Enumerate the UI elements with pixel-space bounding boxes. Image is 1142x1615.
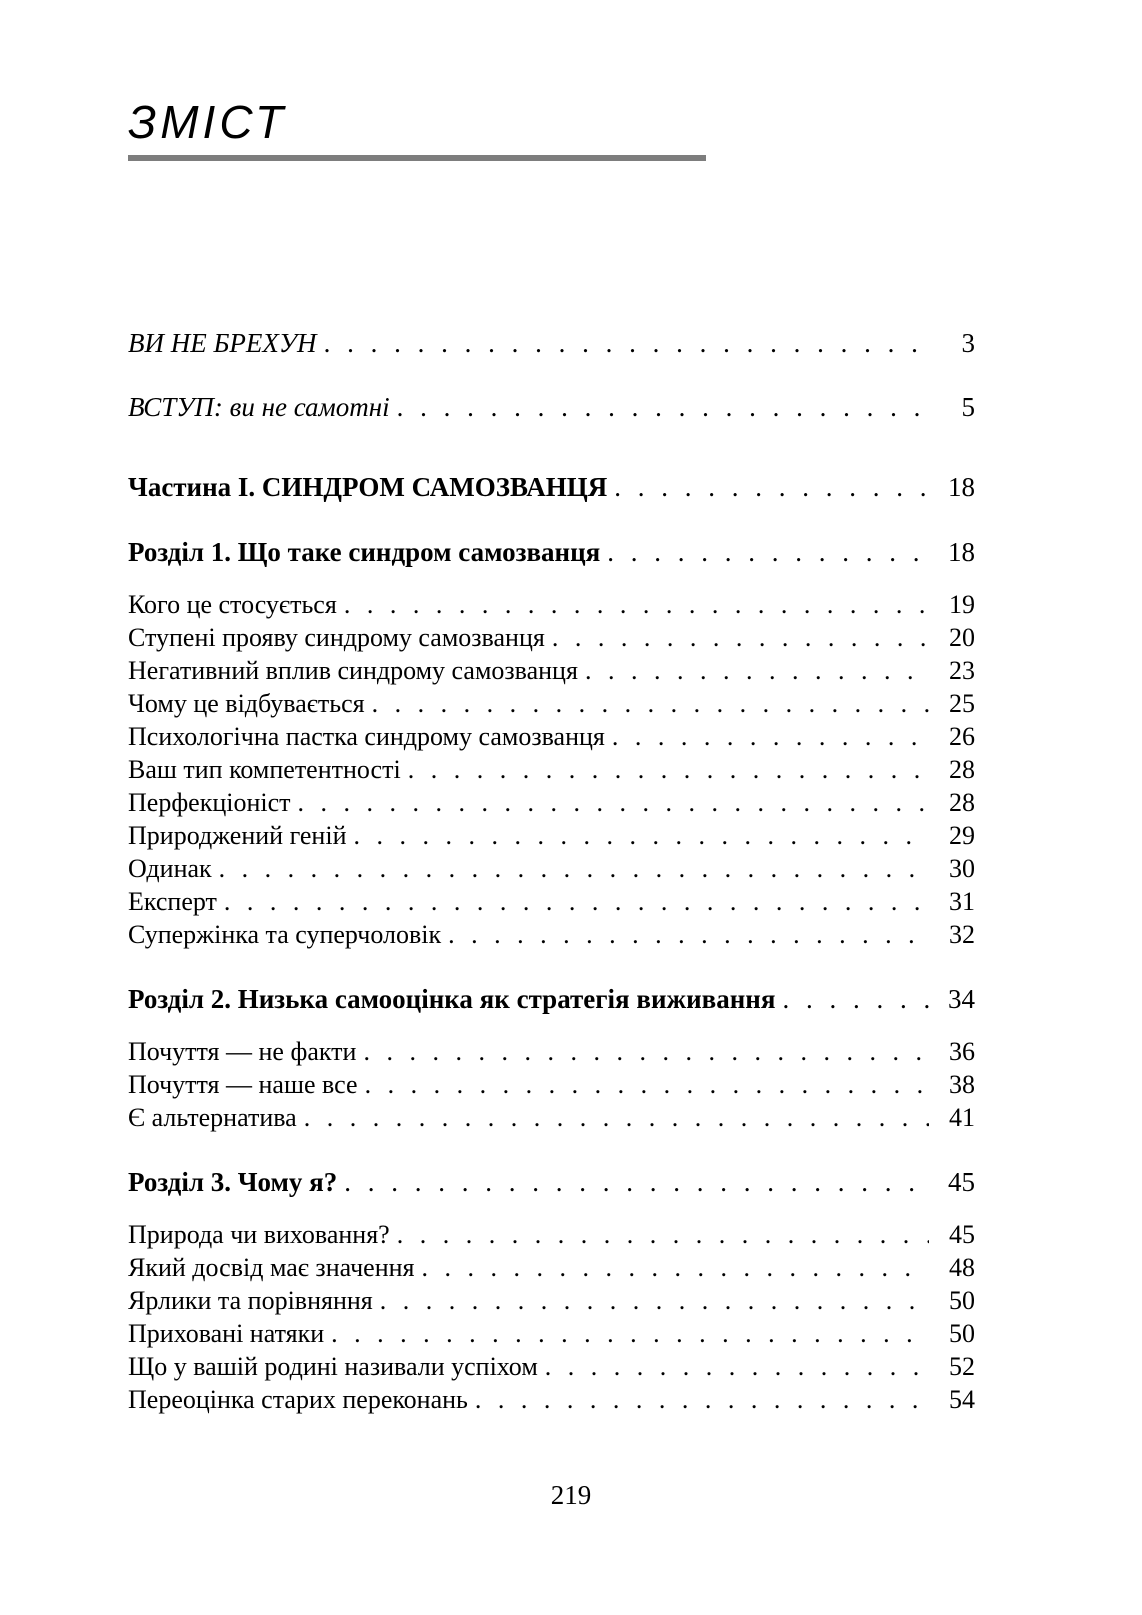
toc-entry-page: 38 <box>949 1070 975 1099</box>
dot-leader <box>408 753 929 786</box>
title-rule <box>128 155 706 161</box>
dot-leader <box>612 720 929 753</box>
dot-leader <box>298 786 929 819</box>
toc-entry-page: 48 <box>949 1253 975 1282</box>
toc-entry <box>128 1035 975 1068</box>
toc-entry-label: Розділ 3. Чому я? <box>128 1167 338 1197</box>
toc-entry-page: 18 <box>948 472 975 502</box>
toc-entry <box>128 1068 975 1101</box>
toc-entry-page: 41 <box>949 1103 975 1132</box>
dot-leader <box>585 654 929 687</box>
toc-entry-page: 26 <box>949 722 975 751</box>
toc-entry-page: 45 <box>948 1167 975 1197</box>
toc-entry-label: Одинак <box>128 854 212 883</box>
dot-leader <box>607 536 929 569</box>
dot-leader <box>397 391 929 424</box>
toc-entry-page: 34 <box>948 984 975 1014</box>
toc-entry-page: 23 <box>949 656 975 685</box>
dot-leader <box>354 819 930 852</box>
toc-entry-label: Ваш тип компетентності <box>128 755 401 784</box>
toc-entry-page: 30 <box>949 854 975 883</box>
toc-entry-page: 20 <box>949 623 975 652</box>
dot-leader <box>545 1350 929 1383</box>
toc-entry-label: Переоцінка старих переконань <box>128 1385 468 1414</box>
dot-leader <box>344 1166 929 1199</box>
toc-entry-label: Приховані натяки <box>128 1319 325 1348</box>
toc-entry-page: 3 <box>961 328 975 358</box>
toc-entry <box>128 1350 975 1383</box>
toc-entry-label: Розділ 1. Що таке синдром самозванця <box>128 537 601 567</box>
toc-entry-label: Частина І. СИНДРОМ САМОЗВАНЦЯ <box>128 472 608 502</box>
toc-entry-page: 19 <box>949 590 975 619</box>
toc-entry <box>128 471 975 504</box>
dot-leader <box>365 1068 929 1101</box>
toc-entry <box>128 1166 975 1199</box>
toc-entry <box>128 621 975 654</box>
toc-entry <box>128 1218 975 1251</box>
toc-entry-label: Природа чи виховання? <box>128 1220 390 1249</box>
dot-leader <box>614 471 929 504</box>
toc-entry <box>128 753 975 786</box>
dot-leader <box>397 1218 929 1251</box>
toc-entry-label: Розділ 2. Низька самооцінка як стратегія виживання <box>128 984 776 1014</box>
dot-leader <box>331 1317 929 1350</box>
toc-entry-label: Психологічна пастка синдрому самозванця <box>128 722 605 751</box>
dot-leader <box>380 1284 929 1317</box>
toc-entry-page: 54 <box>949 1385 975 1414</box>
toc-entry-label: ВСТУП: ви не самотні <box>128 392 390 422</box>
toc-entry-label: Негативний вплив синдрому самозванця <box>128 656 578 685</box>
toc-entry-page: 18 <box>948 537 975 567</box>
toc-entry-label: Почуття — наше все <box>128 1070 358 1099</box>
dot-leader <box>372 687 929 720</box>
toc-entry <box>128 786 975 819</box>
toc-entry-page: 31 <box>949 887 975 916</box>
toc-entry-page: 50 <box>949 1286 975 1315</box>
dot-leader <box>344 588 929 621</box>
toc-list <box>128 327 975 1416</box>
toc-entry-page: 28 <box>949 788 975 817</box>
dot-leader <box>304 1101 929 1134</box>
toc-entry-label: Перфекціоніст <box>128 788 291 817</box>
toc-entry-label: Кого це стосується <box>128 590 337 619</box>
dot-leader <box>552 621 929 654</box>
toc-entry-label: Природжений геній <box>128 821 347 850</box>
toc-entry <box>128 327 975 360</box>
page-number: 219 <box>550 1480 592 1510</box>
toc-entry <box>128 720 975 753</box>
toc-entry-page: 28 <box>949 755 975 784</box>
toc-entry-page: 50 <box>949 1319 975 1348</box>
toc-entry <box>128 588 975 621</box>
toc-entry <box>128 885 975 918</box>
toc-entry <box>128 536 975 569</box>
dot-leader <box>782 983 929 1016</box>
dot-leader <box>219 852 929 885</box>
page-title: ЗМІСТ <box>128 96 288 148</box>
toc-entry <box>128 983 975 1016</box>
toc-entry <box>128 819 975 852</box>
toc-entry-label: Експерт <box>128 887 217 916</box>
toc-entry-page: 32 <box>949 920 975 949</box>
dot-leader <box>363 1035 929 1068</box>
toc-entry <box>128 1383 975 1416</box>
toc-entry <box>128 1251 975 1284</box>
toc-entry <box>128 391 975 424</box>
toc-entry-label: Почуття — не факти <box>128 1037 357 1066</box>
toc-entry-label: Ступені прояву синдрому самозванця <box>128 623 545 652</box>
toc-entry <box>128 1317 975 1350</box>
toc-entry-label: Що у вашій родині називали успіхом <box>128 1352 538 1381</box>
dot-leader <box>422 1251 929 1284</box>
toc-entry <box>128 687 975 720</box>
toc-entry-page: 29 <box>949 821 975 850</box>
dot-leader <box>224 885 929 918</box>
dot-leader <box>324 327 929 360</box>
toc-entry-page: 25 <box>949 689 975 718</box>
toc-entry-label: Чому це відбувається <box>128 689 365 718</box>
toc-entry-page: 52 <box>949 1352 975 1381</box>
dot-leader <box>475 1383 929 1416</box>
toc-entry <box>128 918 975 951</box>
toc-entry-page: 45 <box>949 1220 975 1249</box>
toc-entry-label: Ярлики та порівняння <box>128 1286 373 1315</box>
toc-entry-page: 5 <box>961 392 975 422</box>
toc-entry <box>128 654 975 687</box>
dot-leader <box>448 918 929 951</box>
toc-entry <box>128 1101 975 1134</box>
toc-entry-label: Який досвід має значення <box>128 1253 415 1282</box>
toc-entry <box>128 852 975 885</box>
toc-entry <box>128 1284 975 1317</box>
toc-entry-page: 36 <box>949 1037 975 1066</box>
toc-entry-label: Є альтернатива <box>128 1103 297 1132</box>
toc-entry-label: Супержінка та суперчоловік <box>128 920 442 949</box>
toc-entry-label: ВИ НЕ БРЕХУН <box>128 328 317 358</box>
